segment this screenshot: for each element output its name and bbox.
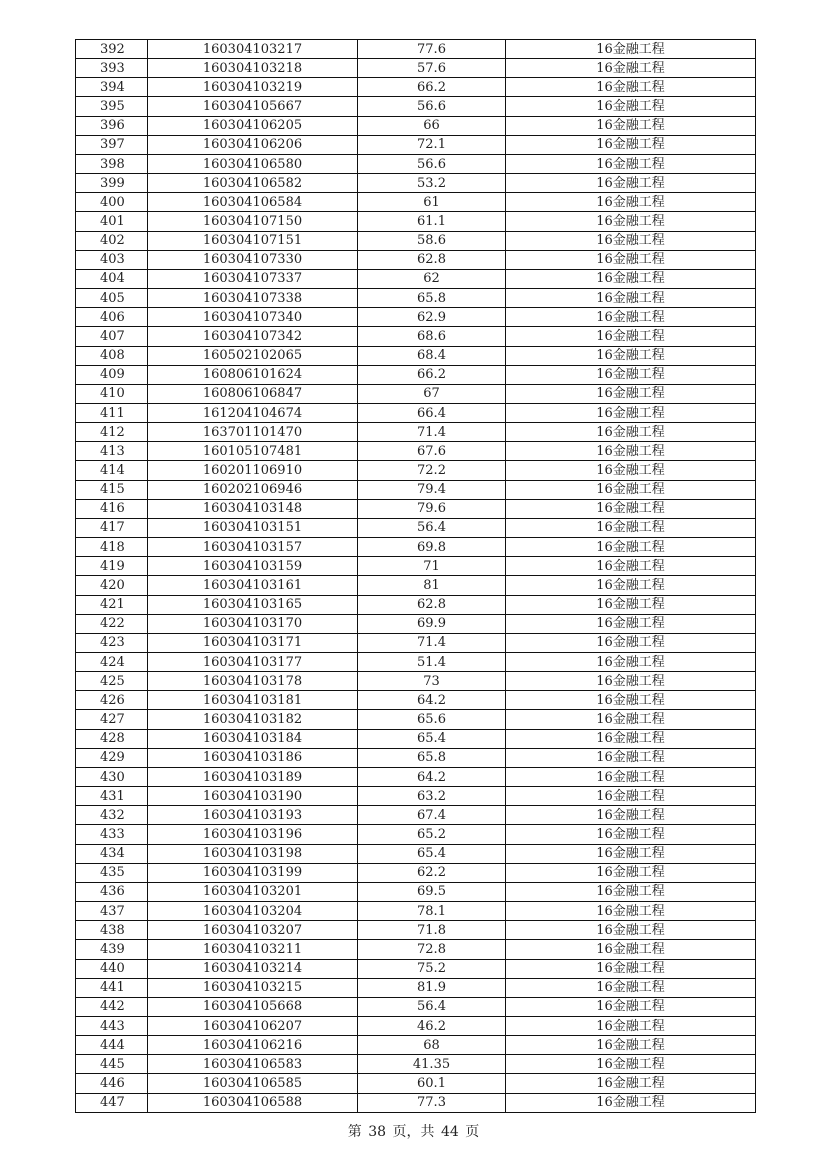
- table-row: [76, 135, 756, 154]
- score-cell: 78.1: [358, 902, 506, 921]
- score-cell: 61: [358, 193, 506, 212]
- row-index-cell: 413: [76, 442, 148, 461]
- row-index-cell: 412: [76, 423, 148, 442]
- score-cell: 79.4: [358, 480, 506, 499]
- table-row: [76, 614, 756, 633]
- row-index-cell: 424: [76, 653, 148, 672]
- row-index-cell: 438: [76, 921, 148, 940]
- row-index-cell: 399: [76, 174, 148, 193]
- major-cell: 16金融工程: [506, 327, 756, 346]
- table-row: [76, 250, 756, 269]
- major-cell: 16金融工程: [506, 384, 756, 403]
- table-row: [76, 423, 756, 442]
- table-row: [76, 403, 756, 422]
- table-row: [76, 940, 756, 959]
- student-id-cell: 160304106205: [148, 116, 358, 135]
- table-row: [76, 461, 756, 480]
- score-cell: 61.1: [358, 212, 506, 231]
- score-cell: 66.2: [358, 78, 506, 97]
- table-row: [76, 1093, 756, 1112]
- row-index-cell: 440: [76, 959, 148, 978]
- table-row: [76, 1036, 756, 1055]
- table-row: [76, 327, 756, 346]
- student-id-cell: 160304103189: [148, 767, 358, 786]
- row-index-cell: 418: [76, 538, 148, 557]
- table-row: [76, 1055, 756, 1074]
- score-cell: 77.6: [358, 40, 506, 59]
- major-cell: 16金融工程: [506, 959, 756, 978]
- row-index-cell: 401: [76, 212, 148, 231]
- student-id-cell: 160304103171: [148, 633, 358, 652]
- table-row: [76, 978, 756, 997]
- score-cell: 64.2: [358, 767, 506, 786]
- score-cell: 46.2: [358, 1016, 506, 1035]
- student-id-cell: 160502102065: [148, 346, 358, 365]
- major-cell: 16金融工程: [506, 78, 756, 97]
- row-index-cell: 427: [76, 710, 148, 729]
- score-table-body: [76, 40, 756, 1113]
- student-id-cell: 160304103201: [148, 882, 358, 901]
- table-row: [76, 729, 756, 748]
- score-cell: 65.4: [358, 729, 506, 748]
- major-cell: 16金融工程: [506, 365, 756, 384]
- major-cell: 16金融工程: [506, 116, 756, 135]
- student-id-cell: 160304106583: [148, 1055, 358, 1074]
- major-cell: 16金融工程: [506, 231, 756, 250]
- row-index-cell: 398: [76, 154, 148, 173]
- student-id-cell: 160806106847: [148, 384, 358, 403]
- student-id-cell: 160304103219: [148, 78, 358, 97]
- student-id-cell: 160304106580: [148, 154, 358, 173]
- score-cell: 65.6: [358, 710, 506, 729]
- table-row: [76, 538, 756, 557]
- major-cell: 16金融工程: [506, 825, 756, 844]
- row-index-cell: 430: [76, 767, 148, 786]
- row-index-cell: 410: [76, 384, 148, 403]
- score-cell: 75.2: [358, 959, 506, 978]
- row-index-cell: 429: [76, 748, 148, 767]
- score-cell: 77.3: [358, 1093, 506, 1112]
- row-index-cell: 441: [76, 978, 148, 997]
- row-index-cell: 408: [76, 346, 148, 365]
- table-row: [76, 825, 756, 844]
- score-cell: 56.6: [358, 154, 506, 173]
- row-index-cell: 435: [76, 863, 148, 882]
- row-index-cell: 443: [76, 1016, 148, 1035]
- table-row: [76, 116, 756, 135]
- major-cell: 16金融工程: [506, 174, 756, 193]
- table-row: [76, 442, 756, 461]
- score-cell: 51.4: [358, 653, 506, 672]
- major-cell: 16金融工程: [506, 997, 756, 1016]
- table-row: [76, 308, 756, 327]
- score-cell: 72.8: [358, 940, 506, 959]
- major-cell: 16金融工程: [506, 480, 756, 499]
- major-cell: 16金融工程: [506, 59, 756, 78]
- row-index-cell: 433: [76, 825, 148, 844]
- table-row: [76, 691, 756, 710]
- major-cell: 16金融工程: [506, 595, 756, 614]
- major-cell: 16金融工程: [506, 269, 756, 288]
- row-index-cell: 397: [76, 135, 148, 154]
- row-index-cell: 421: [76, 595, 148, 614]
- student-id-cell: 160304103218: [148, 59, 358, 78]
- table-row: [76, 921, 756, 940]
- table-row: [76, 710, 756, 729]
- major-cell: 16金融工程: [506, 1093, 756, 1112]
- student-id-cell: 160304103193: [148, 806, 358, 825]
- score-cell: 56.4: [358, 518, 506, 537]
- score-cell: 65.8: [358, 289, 506, 308]
- row-index-cell: 447: [76, 1093, 148, 1112]
- row-index-cell: 406: [76, 308, 148, 327]
- major-cell: 16金融工程: [506, 403, 756, 422]
- table-row: [76, 595, 756, 614]
- score-cell: 71.4: [358, 633, 506, 652]
- table-row: [76, 787, 756, 806]
- student-id-cell: 160304103184: [148, 729, 358, 748]
- student-id-cell: 160105107481: [148, 442, 358, 461]
- score-cell: 68.4: [358, 346, 506, 365]
- student-id-cell: 160304103177: [148, 653, 358, 672]
- row-index-cell: 428: [76, 729, 148, 748]
- table-row: [76, 633, 756, 652]
- student-id-cell: 160304103178: [148, 672, 358, 691]
- table-row: [76, 365, 756, 384]
- major-cell: 16金融工程: [506, 461, 756, 480]
- student-id-cell: 160304107150: [148, 212, 358, 231]
- score-cell: 62.8: [358, 595, 506, 614]
- row-index-cell: 437: [76, 902, 148, 921]
- table-row: [76, 863, 756, 882]
- score-cell: 62.9: [358, 308, 506, 327]
- student-id-cell: 160304103214: [148, 959, 358, 978]
- table-row: [76, 557, 756, 576]
- student-id-cell: 160304103190: [148, 787, 358, 806]
- table-row: [76, 997, 756, 1016]
- table-row: [76, 174, 756, 193]
- table-row: [76, 59, 756, 78]
- score-cell: 65.2: [358, 825, 506, 844]
- row-index-cell: 425: [76, 672, 148, 691]
- student-id-cell: 160304103161: [148, 576, 358, 595]
- major-cell: 16金融工程: [506, 193, 756, 212]
- major-cell: 16金融工程: [506, 710, 756, 729]
- row-index-cell: 414: [76, 461, 148, 480]
- student-id-cell: 160304105667: [148, 97, 358, 116]
- row-index-cell: 442: [76, 997, 148, 1016]
- major-cell: 16金融工程: [506, 40, 756, 59]
- major-cell: 16金融工程: [506, 442, 756, 461]
- student-id-cell: 160304106584: [148, 193, 358, 212]
- score-cell: 60.1: [358, 1074, 506, 1093]
- table-row: [76, 212, 756, 231]
- row-index-cell: 420: [76, 576, 148, 595]
- student-id-cell: 163701101470: [148, 423, 358, 442]
- student-id-cell: 160304106585: [148, 1074, 358, 1093]
- row-index-cell: 419: [76, 557, 148, 576]
- row-index-cell: 392: [76, 40, 148, 59]
- student-id-cell: 160304106216: [148, 1036, 358, 1055]
- student-id-cell: 160304103181: [148, 691, 358, 710]
- row-index-cell: 403: [76, 250, 148, 269]
- student-id-cell: 160304103157: [148, 538, 358, 557]
- student-id-cell: 160304103207: [148, 921, 358, 940]
- page-number: 第 38 页，共 44 页: [347, 1124, 480, 1140]
- row-index-cell: 432: [76, 806, 148, 825]
- student-id-cell: 160304106588: [148, 1093, 358, 1112]
- major-cell: 16金融工程: [506, 844, 756, 863]
- row-index-cell: 394: [76, 78, 148, 97]
- major-cell: 16金融工程: [506, 1036, 756, 1055]
- score-cell: 79.6: [358, 499, 506, 518]
- student-id-cell: 160304103182: [148, 710, 358, 729]
- row-index-cell: 415: [76, 480, 148, 499]
- table-row: [76, 154, 756, 173]
- student-id-cell: 160304107151: [148, 231, 358, 250]
- row-index-cell: 404: [76, 269, 148, 288]
- score-cell: 72.1: [358, 135, 506, 154]
- row-index-cell: 409: [76, 365, 148, 384]
- row-index-cell: 396: [76, 116, 148, 135]
- student-id-cell: 160304106582: [148, 174, 358, 193]
- score-cell: 66.2: [358, 365, 506, 384]
- table-row: [76, 902, 756, 921]
- table-row: [76, 1074, 756, 1093]
- major-cell: 16金融工程: [506, 748, 756, 767]
- student-id-cell: 160304107337: [148, 269, 358, 288]
- major-cell: 16金融工程: [506, 767, 756, 786]
- student-id-cell: 160304107338: [148, 289, 358, 308]
- student-id-cell: 160304103151: [148, 518, 358, 537]
- score-cell: 56.6: [358, 97, 506, 116]
- student-id-cell: 160304107342: [148, 327, 358, 346]
- row-index-cell: 423: [76, 633, 148, 652]
- score-cell: 67.4: [358, 806, 506, 825]
- score-cell: 72.2: [358, 461, 506, 480]
- student-id-cell: 160304103165: [148, 595, 358, 614]
- row-index-cell: 402: [76, 231, 148, 250]
- major-cell: 16金融工程: [506, 154, 756, 173]
- row-index-cell: 436: [76, 882, 148, 901]
- student-id-cell: 160201106910: [148, 461, 358, 480]
- table-row: [76, 499, 756, 518]
- major-cell: 16金融工程: [506, 538, 756, 557]
- table-row: [76, 806, 756, 825]
- student-id-cell: 160304106206: [148, 135, 358, 154]
- table-row: [76, 289, 756, 308]
- major-cell: 16金融工程: [506, 423, 756, 442]
- major-cell: 16金融工程: [506, 135, 756, 154]
- student-id-cell: 160304105668: [148, 997, 358, 1016]
- score-cell: 67: [358, 384, 506, 403]
- score-cell: 62: [358, 269, 506, 288]
- student-id-cell: 160304107340: [148, 308, 358, 327]
- student-id-cell: 160304107330: [148, 250, 358, 269]
- table-row: [76, 882, 756, 901]
- row-index-cell: 446: [76, 1074, 148, 1093]
- score-cell: 81: [358, 576, 506, 595]
- major-cell: 16金融工程: [506, 653, 756, 672]
- student-id-cell: 160304103186: [148, 748, 358, 767]
- student-id-cell: 160304103196: [148, 825, 358, 844]
- table-row: [76, 576, 756, 595]
- student-id-cell: 160304103159: [148, 557, 358, 576]
- score-cell: 69.5: [358, 882, 506, 901]
- major-cell: 16金融工程: [506, 308, 756, 327]
- table-row: [76, 231, 756, 250]
- row-index-cell: 395: [76, 97, 148, 116]
- major-cell: 16金融工程: [506, 806, 756, 825]
- score-cell: 62.2: [358, 863, 506, 882]
- major-cell: 16金融工程: [506, 787, 756, 806]
- student-id-cell: 160304106207: [148, 1016, 358, 1035]
- student-id-cell: 160304103199: [148, 863, 358, 882]
- major-cell: 16金融工程: [506, 978, 756, 997]
- table-row: [76, 480, 756, 499]
- table-row: [76, 959, 756, 978]
- table-row: [76, 269, 756, 288]
- row-index-cell: 417: [76, 518, 148, 537]
- score-table: [75, 39, 756, 1113]
- row-index-cell: 416: [76, 499, 148, 518]
- major-cell: 16金融工程: [506, 614, 756, 633]
- row-index-cell: 400: [76, 193, 148, 212]
- score-cell: 53.2: [358, 174, 506, 193]
- row-index-cell: 439: [76, 940, 148, 959]
- table-row: [76, 193, 756, 212]
- table-row: [76, 844, 756, 863]
- table-row: [76, 346, 756, 365]
- score-cell: 66: [358, 116, 506, 135]
- student-id-cell: 160202106946: [148, 480, 358, 499]
- major-cell: 16金融工程: [506, 729, 756, 748]
- table-row: [76, 78, 756, 97]
- student-id-cell: 160304103217: [148, 40, 358, 59]
- score-cell: 68.6: [358, 327, 506, 346]
- table-row: [76, 384, 756, 403]
- student-id-cell: 160304103215: [148, 978, 358, 997]
- student-id-cell: 160806101624: [148, 365, 358, 384]
- major-cell: 16金融工程: [506, 289, 756, 308]
- row-index-cell: 422: [76, 614, 148, 633]
- score-cell: 69.9: [358, 614, 506, 633]
- row-index-cell: 405: [76, 289, 148, 308]
- row-index-cell: 426: [76, 691, 148, 710]
- major-cell: 16金融工程: [506, 882, 756, 901]
- score-cell: 65.8: [358, 748, 506, 767]
- major-cell: 16金融工程: [506, 940, 756, 959]
- major-cell: 16金融工程: [506, 902, 756, 921]
- score-cell: 41.35: [358, 1055, 506, 1074]
- major-cell: 16金融工程: [506, 250, 756, 269]
- score-cell: 62.8: [358, 250, 506, 269]
- student-id-cell: 160304103170: [148, 614, 358, 633]
- score-cell: 65.4: [358, 844, 506, 863]
- major-cell: 16金融工程: [506, 518, 756, 537]
- major-cell: 16金融工程: [506, 921, 756, 940]
- score-cell: 56.4: [358, 997, 506, 1016]
- major-cell: 16金融工程: [506, 576, 756, 595]
- score-cell: 63.2: [358, 787, 506, 806]
- table-row: [76, 767, 756, 786]
- student-id-cell: 161204104674: [148, 403, 358, 422]
- row-index-cell: 444: [76, 1036, 148, 1055]
- table-row: [76, 518, 756, 537]
- row-index-cell: 445: [76, 1055, 148, 1074]
- score-cell: 71: [358, 557, 506, 576]
- major-cell: 16金融工程: [506, 212, 756, 231]
- student-id-cell: 160304103148: [148, 499, 358, 518]
- score-cell: 71.4: [358, 423, 506, 442]
- major-cell: 16金融工程: [506, 557, 756, 576]
- score-cell: 69.8: [358, 538, 506, 557]
- score-cell: 64.2: [358, 691, 506, 710]
- major-cell: 16金融工程: [506, 633, 756, 652]
- score-cell: 66.4: [358, 403, 506, 422]
- score-cell: 58.6: [358, 231, 506, 250]
- row-index-cell: 411: [76, 403, 148, 422]
- major-cell: 16金融工程: [506, 1055, 756, 1074]
- major-cell: 16金融工程: [506, 691, 756, 710]
- student-id-cell: 160304103211: [148, 940, 358, 959]
- table-row: [76, 748, 756, 767]
- score-cell: 81.9: [358, 978, 506, 997]
- row-index-cell: 434: [76, 844, 148, 863]
- major-cell: 16金融工程: [506, 1016, 756, 1035]
- table-row: [76, 40, 756, 59]
- major-cell: 16金融工程: [506, 499, 756, 518]
- major-cell: 16金融工程: [506, 346, 756, 365]
- score-cell: 71.8: [358, 921, 506, 940]
- table-row: [76, 672, 756, 691]
- table-row: [76, 1016, 756, 1035]
- major-cell: 16金融工程: [506, 672, 756, 691]
- major-cell: 16金融工程: [506, 97, 756, 116]
- table-row: [76, 97, 756, 116]
- score-cell: 68: [358, 1036, 506, 1055]
- row-index-cell: 431: [76, 787, 148, 806]
- major-cell: 16金融工程: [506, 863, 756, 882]
- table-row: [76, 653, 756, 672]
- score-cell: 67.6: [358, 442, 506, 461]
- row-index-cell: 407: [76, 327, 148, 346]
- score-cell: 57.6: [358, 59, 506, 78]
- row-index-cell: 393: [76, 59, 148, 78]
- score-cell: 73: [358, 672, 506, 691]
- major-cell: 16金融工程: [506, 1074, 756, 1093]
- student-id-cell: 160304103204: [148, 902, 358, 921]
- student-id-cell: 160304103198: [148, 844, 358, 863]
